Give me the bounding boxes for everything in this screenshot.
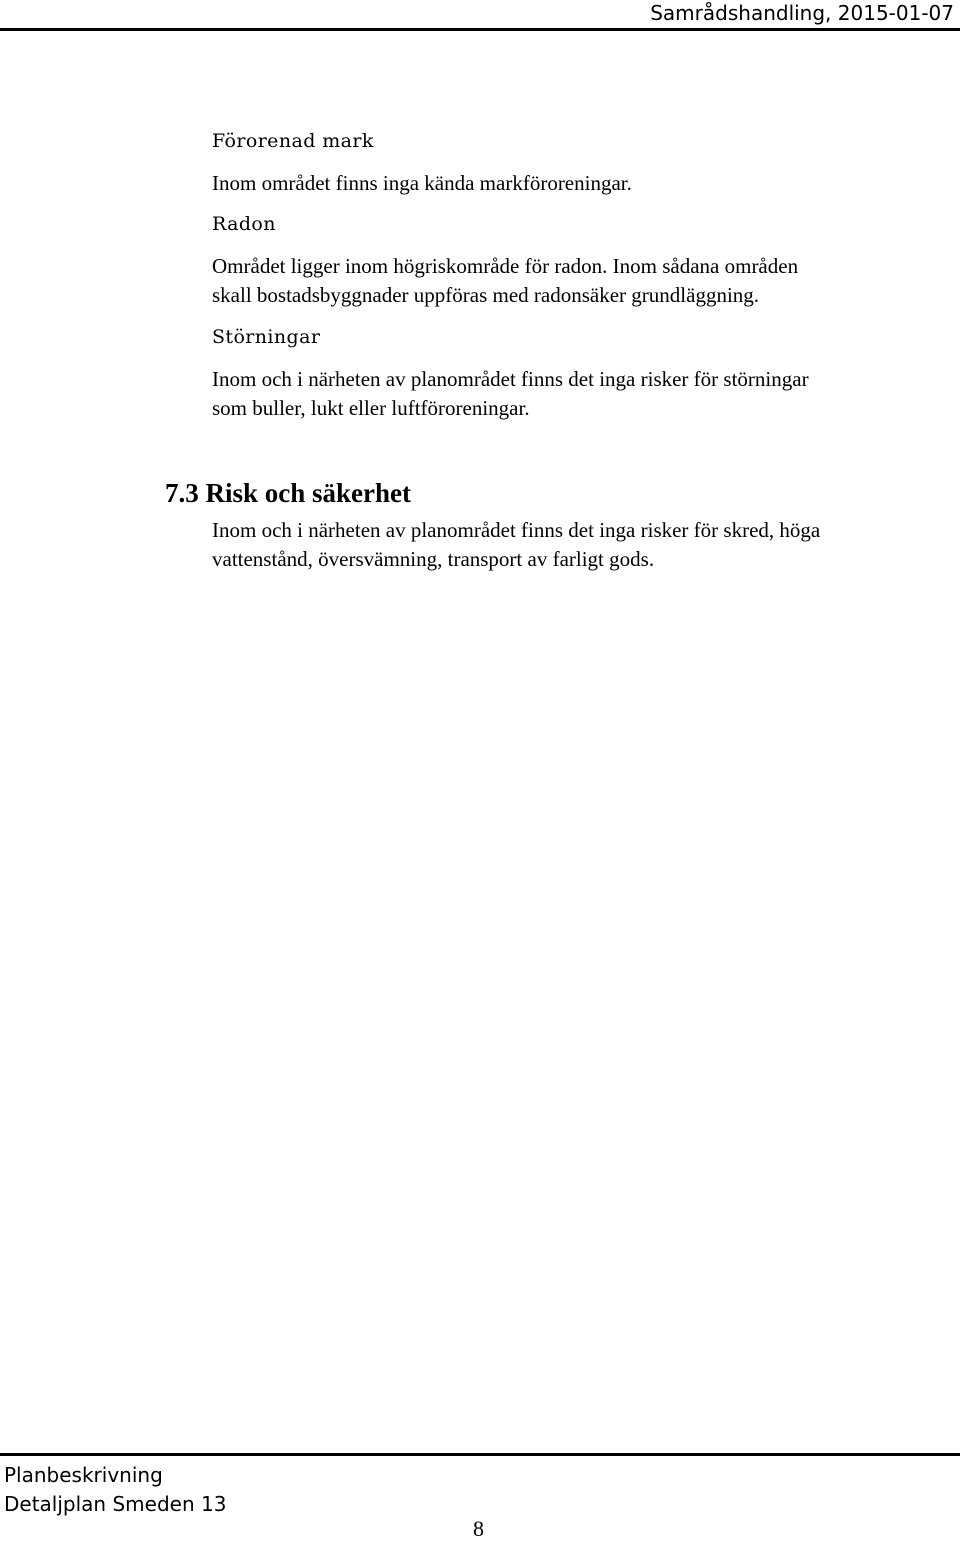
- text-fororenad-mark: Inom området finns inga kända markföroreningar.: [212, 171, 632, 195]
- footer-divider: [0, 1453, 960, 1456]
- section-heading-risk: 7.3 Risk och säkerhet: [165, 478, 412, 508]
- page-number: 8: [473, 1516, 484, 1541]
- text-radon-line-1: Området ligger inom högriskområde för radon. Inom sådana områden: [212, 254, 799, 278]
- heading-fororenad-mark: Förorenad mark: [212, 130, 374, 152]
- header-divider: [0, 28, 960, 31]
- text-storningar-line-2: som buller, lukt eller luftföroreningar.: [212, 396, 530, 420]
- heading-radon: Radon: [212, 213, 276, 235]
- text-risk-line-1: Inom och i närheten av planområdet finns det inga risker för skred, höga: [212, 518, 821, 542]
- text-risk-line-2: vattenstånd, översvämning, transport av farligt gods.: [212, 547, 655, 571]
- text-radon-line-2: skall bostadsbyggnader uppföras med radonsäker grundläggning.: [212, 283, 760, 307]
- heading-storningar: Störningar: [212, 326, 321, 348]
- document-status-date: Samrådshandling, 2015-01-07: [650, 1, 954, 25]
- footer-plan-name: Detaljplan Smeden 13: [4, 1492, 227, 1516]
- text-storningar-line-1: Inom och i närheten av planområdet finns det inga risker för störningar: [212, 367, 809, 391]
- footer-document-type: Planbeskrivning: [4, 1463, 163, 1487]
